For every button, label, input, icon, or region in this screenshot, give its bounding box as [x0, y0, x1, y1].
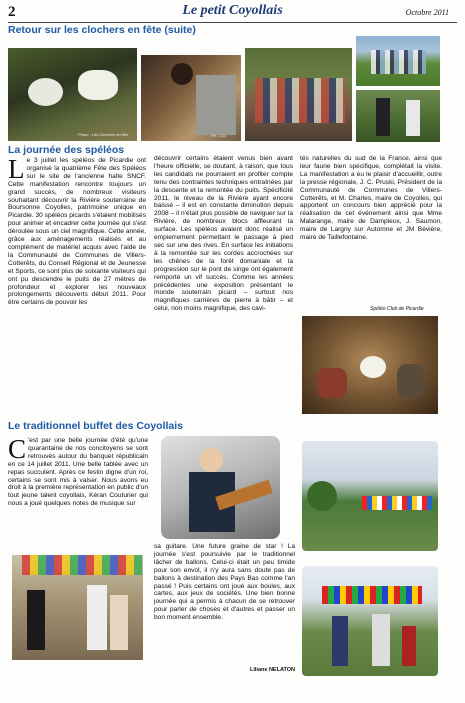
- section-title-clochers: Retour sur les clochers en fête (suite): [8, 24, 196, 36]
- photo-face: [199, 448, 223, 472]
- photo-figure: [372, 614, 390, 666]
- photo-buffet-dance: [12, 555, 143, 660]
- photo-figure: [28, 78, 63, 106]
- speleos-text-2: découvrir certains étaient venus bien avant l'heure officielle, se doutant, à raison, que tous les candidats ne pourraient en profiter compte tenu des contraintes techniques entraînées par la descente et la remontée du puits. Spécificité 2011, le niveau de la Rivière ayant encore baissé – il est en constante diminution depuis 2008 – il n'était plus possible de naviguer sur la Rivière, de nombreux blocs affleurant la surface. Les spéléos avaient donc réalisé un empierrement permettant le passage à pied sec sur une des rives. En surface les initiations à la remontée sur les cordes accrochées sur les chênes de la forêt domaniale et la progression sur le pont de singe ont également remporté un vif succès. Comme les années précédentes une exposition présentant le monde souterrain picard – surtout nos magnifiques carrières de pierre à bâtir – et celui, non moins magnifique, des cavi-: [154, 155, 293, 313]
- photo-figure: [78, 70, 118, 100]
- page-number: 2: [8, 4, 16, 20]
- buffet-text-2: sa guitare. Une future graine de star ! La journée s'est poursuivie par le traditionnel lâcher de ballons. Celui-ci était un peu timide pour son envol, il n'y aura sans doute pas de ballons à destination des Pays Bas comme l'an passé ! Puis certains ont joué aux boules, aux cartes, aux jeux de sociétés. Une bien bonne journée qui a permis à chacun de se retrouver pour parler de choses et d'autres et passer un bon moment ensemble.: [154, 543, 295, 622]
- dropcap: L: [8, 154, 25, 184]
- section-title-buffet: Le traditionnel buffet des Coyollais: [8, 420, 184, 432]
- speleos-text-1: e 3 juillet les spéléos de Picardie ont organisé la quatrième Fête des Spéléos sur le site de l'ancienne halte SNCF. Cette manifestation rencontre toujours un grand succès, de nombreux visiteurs souhaitant découvrir la Rivière souterraine de Boursonne Coyolles, patrimoine unique en Picardie. 30 spéléos picards s'étaient mobilisés pour animer et encadrer cette journée qui s'est déroulée sous un ciel magnifique. Cette année, grâce aux aménagements réalisés et au complément de matériel acquis avec l'aide de la Communauté de Communes de Villers-Cotterêts, du Conseil Régional et de Jeunesse et Sports, ce sont plus de soixante visiteurs qui ont pu descendre le puits de 27 mètres de profondeur et explorer les nouveaux prolongements découverts début 2011. Pour être certains de pouvoir les: [8, 157, 146, 307]
- dropcap: C: [8, 434, 27, 464]
- buffet-column-1: [8, 434, 148, 508]
- photo-balloons: [22, 555, 142, 575]
- photo-balloons: [362, 496, 432, 510]
- speleos-column-3: [300, 155, 442, 242]
- photo-credit-1: Photo : Les Clochers en fête: [78, 132, 129, 137]
- photo-speleos-cave: [302, 316, 438, 414]
- speleos-text-3: tés naturelles du sud de la France, ainsi que leur faune bien spécifique, complétait la visite. La manifestation a eu le plaisir d'accueillir, outre la presse régionale, J. C. Pruski, Président de la Communauté de Communes de Villers-Cotterêts, et M. Charles, maire de Coyolles, qui apportent un concours bien apprécié pour la réalisation de cet événement ainsi que Mme Malarange, maire de Dampleux, J. Saumon, maire de Largny sur Automne et JM Bévière, maire de Taillefontaine.: [300, 155, 442, 242]
- photo-figure: [376, 98, 390, 136]
- photo-clochers-4: [356, 36, 440, 86]
- speleos-column-2: [154, 155, 293, 313]
- photo-figure: [110, 595, 128, 650]
- buffet-text-1: 'est par une belle journée d'été qu'une quarantaine de nos concitoyens se sont retrouvés autour du banquet républicain en ce 14 juillet 2011. Une belle tablée avec un repas succulent. Après ce festin digne d'un roi, certains se sont mis à valser. Nous avons eu droit à la première représentation en public d'un tout jeune talent coyollais, Kéran Couturier qui nous a joué quelques notes de musique sur: [8, 437, 148, 508]
- buffet-column-2: [154, 543, 295, 622]
- photo-helmet: [360, 356, 386, 378]
- photo-crowd: [255, 78, 345, 123]
- speleos-column-1: [8, 154, 146, 307]
- newsletter-title: Le petit Coyollais: [182, 3, 283, 18]
- photo-figure: [332, 616, 348, 666]
- photo-tree: [307, 481, 337, 511]
- issue-date: Octobre 2011: [405, 8, 449, 17]
- photo-buffet-balloons-1: [302, 441, 438, 551]
- photo-clochers-2: [141, 55, 241, 141]
- photo-figure: [397, 364, 425, 398]
- buffet-signature: Liliane NELATON: [250, 667, 296, 673]
- photo-credit-2: Ph. : Ch.: [211, 133, 227, 138]
- photo-people: [371, 50, 426, 74]
- photo-figure: [317, 368, 347, 398]
- photo-figure: [171, 63, 193, 85]
- photo-clochers-3: [245, 48, 352, 141]
- photo-figure: [87, 585, 107, 650]
- photo-balloons: [322, 586, 422, 604]
- photo-figure: [402, 626, 416, 666]
- photo-buffet-balloons-2: [302, 566, 438, 676]
- speleos-signature: Spéléo Club de Picardie: [370, 306, 424, 312]
- section-title-speleos: La journée des spéléos: [8, 144, 125, 156]
- photo-clochers-1: [8, 48, 137, 141]
- photo-figure: [406, 100, 420, 136]
- photo-buffet-guitar: [161, 436, 280, 539]
- header-rule: [8, 22, 457, 23]
- photo-clochers-5: [356, 90, 440, 142]
- photo-figure: [27, 590, 45, 650]
- photo-figure: [196, 75, 236, 135]
